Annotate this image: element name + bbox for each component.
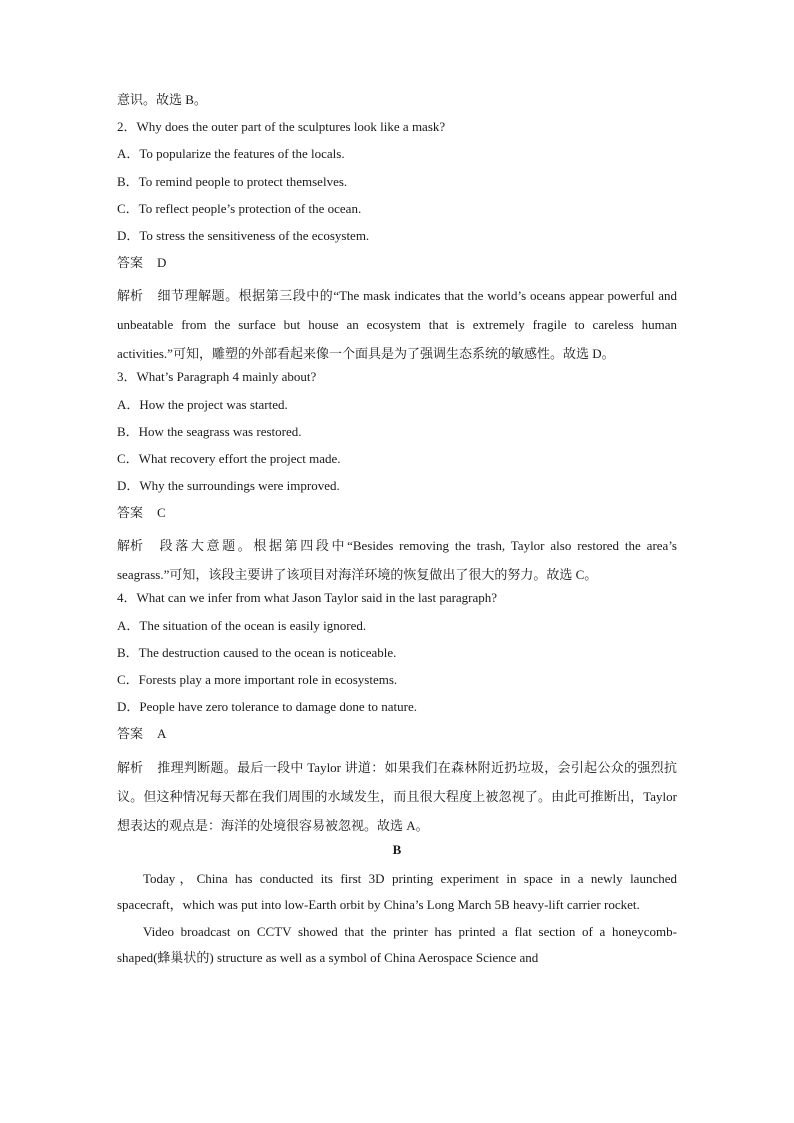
option-a: A．The situation of the ocean is easily ignored.	[117, 617, 367, 633]
passage-paragraph-1: Today，China has conducted its first 3D printing experiment in space in a newly launched spacecraft，which was put into low-Earth orbit by China’s Long March 5B heavy-lift carrier rocket.	[117, 870, 677, 913]
analysis	[117, 753, 677, 840]
option-a: A．To popularize the features of the locals.	[117, 146, 345, 162]
answer-line	[117, 254, 677, 281]
option-a: A．How the project was started.	[117, 396, 288, 412]
answer-line	[117, 725, 677, 752]
question-4	[117, 589, 677, 839]
passage-paragraph-2: Video broadcast on CCTV showed that the printer has printed a flat section of a honeycomb-shaped(蜂巢状的) structure as well as a symbol of China Aerospace Science and	[117, 923, 677, 966]
analysis-text: 推理判断题。最后一段中 Taylor 讲道：如果我们在森林附近扔垃圾，会引起公众的强烈抗议。但这种情况每天都在我们周围的水域发生，而且很大程度上被忽视了。由此可推断出，Taylor 想表达的观点是：海洋的处境很容易被忽视。故选 A。	[117, 759, 677, 833]
answer-line	[117, 504, 677, 531]
answer-label: 答案	[117, 505, 144, 521]
option-d: D．People have zero tolerance to damage done to nature.	[117, 699, 417, 715]
question-stem: 2．Why does the outer part of the sculptures look like a mask?	[117, 119, 446, 135]
intro-tail: 意识。故选 B。	[117, 92, 207, 107]
question-2	[117, 118, 677, 368]
answer-value: D	[157, 255, 167, 271]
answer-value: A	[157, 726, 167, 742]
answer-label: 答案	[117, 255, 144, 271]
option-b: B．How the seagrass was restored.	[117, 423, 302, 439]
option-c: C．To reflect people’s protection of the ocean.	[117, 200, 362, 216]
analysis-text: 细节理解题。根据第三段中的“The mask indicates that the world’s oceans appear powerful and unbeatable from the surface but house an ecosystem that is extremely fragile to careless human activities.”可知，雕塑的外部看起来像一个面具是为了强调生态系统的敏感性。故选 D。	[117, 288, 677, 362]
option-c: C．Forests play a more important role in ecosystems.	[117, 672, 398, 687]
option-b: B．The destruction caused to the ocean is noticeable.	[117, 644, 397, 660]
option-d: D．Why the surroundings were improved.	[117, 478, 340, 494]
analysis-label: 解析	[117, 759, 144, 775]
analysis-label: 解析	[117, 288, 144, 304]
answer-label: 答案	[117, 726, 144, 742]
analysis	[117, 531, 677, 589]
option-d: D．To stress the sensitiveness of the ecosystem.	[117, 227, 370, 243]
analysis	[117, 281, 677, 368]
option-c: C．What recovery effort the project made.	[117, 450, 341, 466]
section-title: B	[392, 841, 402, 857]
analysis-text: 段落大意题。根据第四段中“Besides removing the trash, Taylor also restored the area’s seagrass.”可知，该段主要讲了该项目对海洋环境的恢复做出了很大的努力。故选 C。	[117, 538, 677, 583]
answer-value: C	[157, 505, 166, 521]
option-b: B．To remind people to protect themselves.	[117, 173, 348, 189]
analysis-label: 解析	[117, 538, 144, 554]
question-3	[117, 368, 677, 589]
document-page	[117, 91, 677, 972]
question-stem: 4．What can we infer from what Jason Taylor said in the last paragraph?	[117, 590, 498, 606]
question-stem: 3．What’s Paragraph 4 mainly about?	[117, 369, 317, 385]
